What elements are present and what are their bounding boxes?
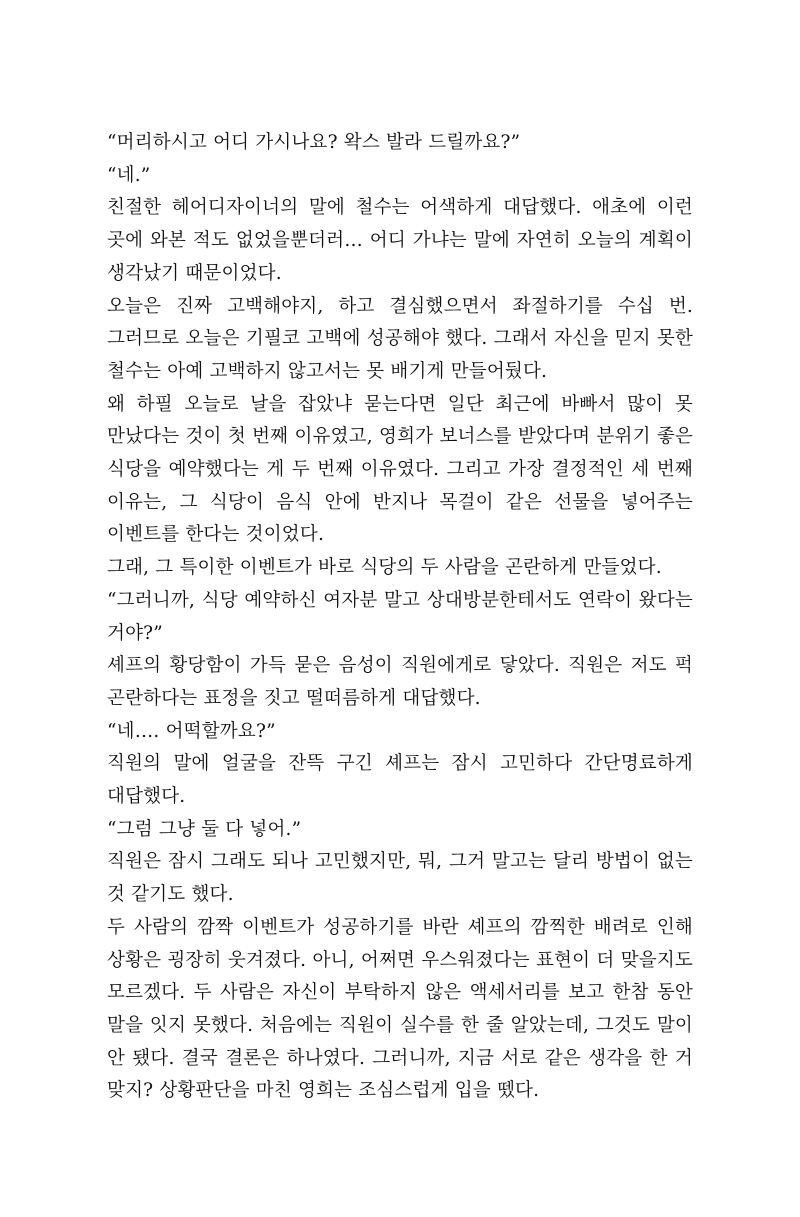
paragraph-dialogue-2: “네.” xyxy=(107,164,151,186)
story-text xyxy=(107,127,693,1108)
paragraph-narration-6: 직원의 말에 얼굴을 잔뜩 구긴 셰프는 잠시 고민하다 간단명료하게 대답했다. xyxy=(107,753,693,808)
paragraph-narration-4: 그래, 그 특이한 이벤트가 바로 식당의 두 사람을 곤란하게 만들었다. xyxy=(107,557,662,579)
paragraph-narration-3: 왜 하필 오늘로 날을 잡았냐 묻는다면 일단 최근에 바빠서 많이 못 만났다는 것이 첫 번째 이유였고, 영희가 보너스를 받았다며 분위기 좋은 식당을 예약했다는 게 두 번째 이유였다. 그리고 가장 결정적인 세 번째 이유는, 그 식당이 음식 안에 반지나 목걸이 같은 선물을 넣어주는 이벤트를 한다는 것이었다. xyxy=(107,393,693,546)
paragraph-dialogue-3: “그러니까, 식당 예약하신 여자분 말고 상대방분한테서도 연락이 왔다는 거야?” xyxy=(107,589,693,644)
paragraph-narration-1: 친절한 헤어디자이너의 말에 철수는 어색하게 대답했다. 애초에 이런 곳에 와본 적도 없었을뿐더러… 어디 가냐는 말에 자연히 오늘의 계획이 생각났기 때문이었다. xyxy=(107,197,693,284)
paragraph-narration-8: 두 사람의 깜짝 이벤트가 성공하기를 바란 셰프의 깜찍한 배려로 인해 상황은 굉장히 웃겨졌다. 아니, 어쩌면 우스워졌다는 표현이 더 맞을지도 모르겠다. 두 사람은 자신이 부탁하지 않은 액세서리를 보고 한참 동안 말을 잇지 못했다. 처음에는 직원이 실수를 한 줄 알았는데, 그것도 말이 안 됐다. 결국 결론은 하나였다. 그러니까, 지금 서로 같은 생각을 한 거 맞지? 상황판단을 마친 영희는 조심스럽게 입을 뗐다. xyxy=(107,916,693,1102)
paragraph-narration-2: 오늘은 진짜 고백해야지, 하고 결심했으면서 좌절하기를 수십 번. 그러므로 오늘은 기필코 고백에 성공해야 했다. 그래서 자신을 믿지 못한 철수는 아예 고백하지 않고서는 못 배기게 만들어뒀다. xyxy=(107,295,693,382)
paragraph-narration-7: 직원은 잠시 그래도 되나 고민했지만, 뭐, 그거 말고는 달리 방법이 없는 것 같기도 했다. xyxy=(107,851,693,906)
paragraph-dialogue-5: “그럼 그냥 둘 다 넣어.” xyxy=(107,818,302,840)
paragraph-dialogue-4: “네…. 어떡할까요?” xyxy=(107,720,276,742)
paragraph-dialogue-1: “머리하시고 어디 가시나요? 왁스 발라 드릴까요?” xyxy=(107,132,521,153)
paragraph-narration-5: 셰프의 황당함이 가득 묻은 음성이 직원에게로 닿았다. 직원은 저도 퍽 곤란하다는 표정을 짓고 떨떠름하게 대답했다. xyxy=(107,655,693,709)
